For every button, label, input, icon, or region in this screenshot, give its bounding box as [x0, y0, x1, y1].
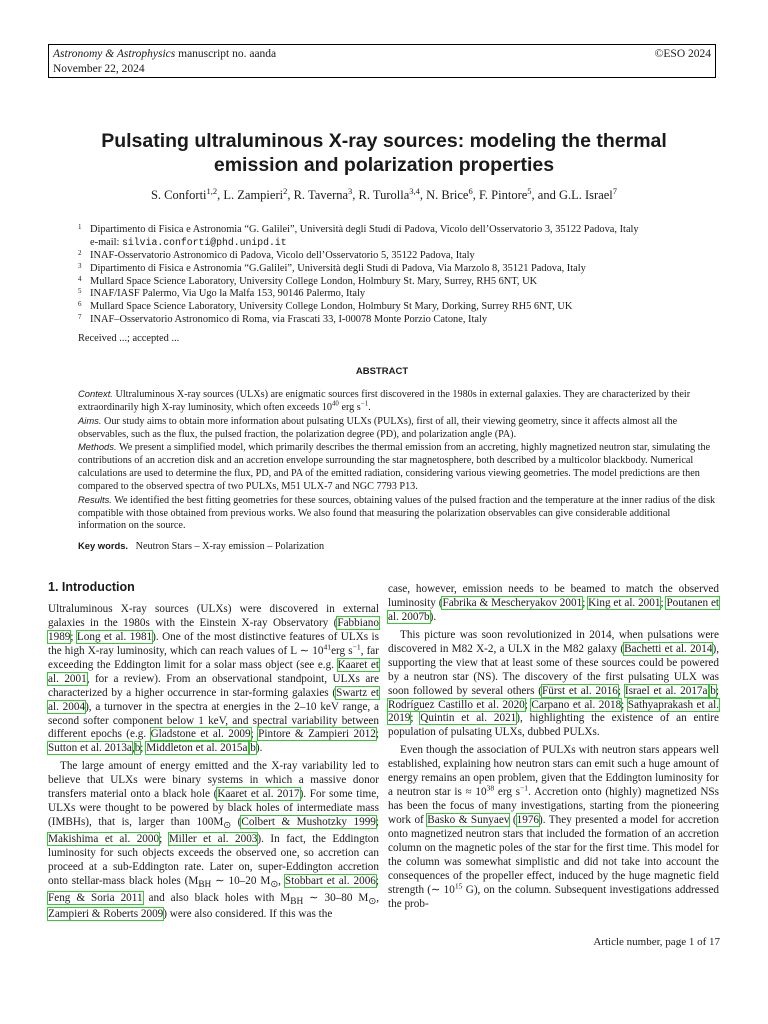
citation-link[interactable]: b	[134, 742, 141, 755]
author: N. Brice$^6$,	[426, 185, 479, 202]
citation-link[interactable]: Basko & Sunyaev	[427, 814, 510, 826]
paper-title: Pulsating ultraluminous X-ray sources: modeling the thermal emission and polarization properties	[101, 130, 667, 176]
abstract-aims: Aims. Our study aims to obtain more information about pulsating ULXs (PULXs), first of all, their viewing geometry, since it affects almost all the observables, such as the flux, the pulsed fraction, the polarization degree (PD), and polarization angle (PA).	[78, 414, 678, 440]
citation-link[interactable]: Fürst et al. 2016	[542, 684, 618, 697]
citation-link[interactable]: King et al. 2001	[588, 596, 661, 609]
author: S. Conforti$^{1,2}$,	[150, 185, 224, 202]
citation-link[interactable]: b	[250, 742, 256, 755]
affiliation: 5 INAF/IASF Palermo, Via Ugo la Malfa 153, 90146 Palermo, Italy	[78, 287, 366, 300]
citation-link[interactable]: Rodríguez Castillo et al. 2020	[388, 698, 525, 711]
paragraph: case, however, emission needs to be beamed to match the observed luminosity (Fabrika & Mescheryakov 2001; King et al. 2001; Poutanen et al. 2007b).	[388, 583, 720, 623]
abstract-heading: ABSTRACT	[355, 366, 409, 377]
citation-link[interactable]: Middleton et al. 2015a	[146, 742, 248, 755]
citation-link[interactable]: Feng & Soria 2011	[48, 891, 143, 904]
running-header	[48, 44, 716, 78]
citation-link[interactable]: Israel et al. 2017a	[624, 684, 708, 697]
citation-link[interactable]: Kaaret et al. 2001	[48, 658, 379, 685]
affiliation: 3 Dipartimento di Fisica e Astronomia “G.Galilei”, Università degli Studi di Padova, Via Marzolo 8, 35121 Padova, Italy	[78, 261, 586, 274]
affiliation: 4 Mullard Space Science Laboratory, University College London, Holmbury St. Mary, Surrey, RH5 6NT, UK	[78, 274, 538, 287]
paragraph: The large amount of energy emitted and the X-ray variability led to believe that ULXs were binary systems in which a massive donor transfers material onto a black hole (Kaaret et al. 2017). For some time, ULXs were thought to be powered by black holes of intermediate mass (IMBHs), that is, larger than $100M_⊙$ (Colbert & Mushotzky 1999; Makishima et al. 2000; Miller et al. 2003). In fact, the Eddington luminosity for such objects exceeds the observed one, so accretion can proceed at a sub-Eddington rate. Later on, super-Eddington accretion onto stellar-mass black holes ($M_{BH}$ ∼ 10–20 $M_⊙$, Stobbart et al. 2006; Feng & Soria 2011 and also black holes with $M_{BH}$ ∼ 30–80 $M_⊙$, Zampieri & Roberts 2009) were also considered. If this was the	[48, 760, 380, 921]
citation-link[interactable]: Kaaret et al. 2017	[217, 788, 300, 801]
header-date: November 22, 2024	[53, 62, 145, 75]
copyright: ©ESO 2024	[654, 48, 711, 60]
citation-link[interactable]: Quintin et al. 2021	[420, 712, 517, 725]
affiliation: 7 INAF–Osservatorio Astronomico di Roma, via Frascati 33, I-00078 Monte Porzio Catone, Italy	[78, 313, 488, 326]
abstract-methods: Methods. We present a simplified model, which primarily describes the thermal emission from an accreting, highly magnetized neutron star, simulating the contributions of an accretion disk and an accretion envelope surrounding the star magnetosphere, both described by a multicolor blackbody. Numerical calculations are used to determine the flux, PD, and PA of the emitted radiation, considering various viewing geometries. The model predictions are then compared to the observed spectra of two PULXs, M51 ULX-7 and NGC 7793 P13.	[78, 441, 711, 492]
citation-link[interactable]: Stobbart et al. 2006	[284, 874, 376, 887]
journal-line	[53, 47, 711, 62]
keywords: Key words. Neutron Stars – X-ray emission – Polarization	[78, 540, 325, 552]
citation-link[interactable]: Makishima et al. 2000	[48, 832, 160, 845]
citation-link[interactable]: Swartz et al. 2004	[48, 686, 380, 713]
author: G.L. Israel$^7$	[558, 185, 618, 202]
citation-link[interactable]: Carpano et al. 2018	[531, 698, 622, 711]
citation-link[interactable]: Poutanen et al. 2007b	[388, 596, 720, 623]
citation-link[interactable]: Miller et al. 2003	[168, 832, 258, 845]
received-line: Received ...; accepted ...	[78, 333, 180, 344]
citation-link[interactable]: Fabrika & Mescheryakov 2001	[442, 596, 583, 609]
citation-link[interactable]: Gladstone et al. 2009	[150, 728, 251, 741]
paragraph: Ultraluminous X-ray sources (ULXs) were discovered in external galaxies in the 1980s with the Einstein X-ray Observatory (Fabbiano 1989; Long et al. 1981). One of the most distinctive features of ULXs is the high X-ray luminosity, which can reach values of L ∼ $10^{41}erg$ $s^{-1}$, far exceeding the Eddington limit for a solar mass object (see e.g. Kaaret et al. 2001, for a review). From an observational standpoint, ULXs are characterized by a higher occurrence in star-forming galaxies (Swartz et al. 2004), a turnover in the spectra at energies in the 2–10 keV range, a second softer component below 1 keV, and spectral variability between different epochs (e.g. Gladstone et al. 2009; Pintore & Zampieri 2012; Sutton et al. 2013a,b; Middleton et al. 2015a,b).	[48, 603, 380, 755]
journal-name: Astronomy & Astrophysics	[53, 48, 176, 60]
paragraph: This picture was soon revolutionized in 2014, when pulsations were discovered in M82 X-2, a ULX in the M82 galaxy (Bachetti et al. 2014), supporting the view that at least some of these sources could be powered by a neutron star (NS). The discovery of the first pulsating ULX was soon followed by several others (Fürst et al. 2016; Israel et al. 2017a,b; Rodríguez Castillo et al. 2020; Carpano et al. 2018; Sathyaprakash et al. 2019; Quintin et al. 2021), highlighting the existence of an entire population of pulsating ULXs, dubbed PULXs.	[388, 628, 720, 739]
citation-link[interactable]: Pintore & Zampieri 2012	[258, 728, 376, 741]
citation-link[interactable]: Colbert & Mushotzky 1999	[241, 816, 376, 829]
citation-link[interactable]: Fabbiano 1989	[48, 616, 379, 643]
paragraph: Even though the association of PULXs with neutron stars appears well established, explaining how neutron stars can emit such a huge amount of energy remains an open problem, given that the Eddington luminosity for a neutron star is ≈ $10^{38}$ erg $s^{-1}$. Accretion onto (highly) magnetized NSs has been the focus of many investigations, starting from the pioneering work of Basko & Sunyaev (1976). They presented a model for accretion onto magnetized neutron stars that included the formation of an accretion column on the magnetic poles of the star for the first time. This model for the column was somewhat simplistic and did not take into account the consequences of the propeller effect, induced by the huge magnetic field strength (∼ $10^{15}$ G), on the column. Subsequent investigations addressed the prob-	[388, 744, 719, 910]
affiliation: 1 Dipartimento di Fisica e Astronomia “G. Galilei”, Università degli Studi di Padova, Vicolo dell’Osservatorio 3, 35122 Padova, Italy	[78, 223, 639, 235]
email-link[interactable]: silvia.conforti@phd.unipd.it	[122, 236, 287, 248]
citation-link[interactable]: Zampieri & Roberts 2009	[48, 908, 164, 921]
citation-link[interactable]: Bachetti et al. 2014	[624, 642, 713, 655]
page-footer: Article number, page 1 of 17	[593, 936, 720, 948]
author: F. Pintore$^5$, and	[478, 185, 559, 202]
citation-link[interactable]: 1976	[516, 814, 539, 826]
author: R. Turolla$^{3,4}$,	[358, 185, 427, 202]
manuscript-label: manuscript no. aanda	[178, 48, 277, 60]
affiliations	[78, 224, 698, 327]
email-line: e-mail: silvia.conforti@phd.unipd.it	[90, 236, 287, 248]
author: L. Zampieri$^2$,	[223, 185, 294, 202]
author: R. Taverna$^3$,	[293, 185, 359, 202]
citation-link[interactable]: Long et al. 1981	[76, 630, 153, 643]
author-list	[60, 185, 708, 204]
abstract-context: Context. Ultraluminous X-ray sources (ULXs) are enigmatic sources first discovered in the 1980s in external galaxies. They are characterized by their extraordinarily high X-ray luminosity, which often exceeds $10^{40}$ erg $s^{-1}$.	[78, 388, 691, 413]
affiliation: 2 INAF-Osservatorio Astronomico di Padova, Vicolo dell’Osservatorio 5, 35122 Padova, Italy	[78, 248, 475, 261]
citation-link[interactable]: Sathyaprakash et al. 2019	[388, 698, 720, 725]
left-column	[48, 603, 379, 926]
section-heading: 1. Introduction	[48, 580, 135, 594]
abstract	[78, 388, 718, 533]
citation-link[interactable]: Sutton et al. 2013a	[48, 742, 132, 755]
right-column	[388, 583, 719, 916]
affiliation: 6 Mullard Space Science Laboratory, University College London, Holmbury St Mary, Dorking, Surrey RH5 6NT, UK	[78, 300, 573, 313]
abstract-results: Results. We identified the best fitting geometries for these sources, obtaining values of the pulsed fraction and the temperature at the inner radius of the disk compatible with those obtained from previous works. We also found that measuring the polarization observables can give considerable additional information on the source.	[78, 493, 716, 532]
citation-link[interactable]: b	[710, 684, 716, 697]
